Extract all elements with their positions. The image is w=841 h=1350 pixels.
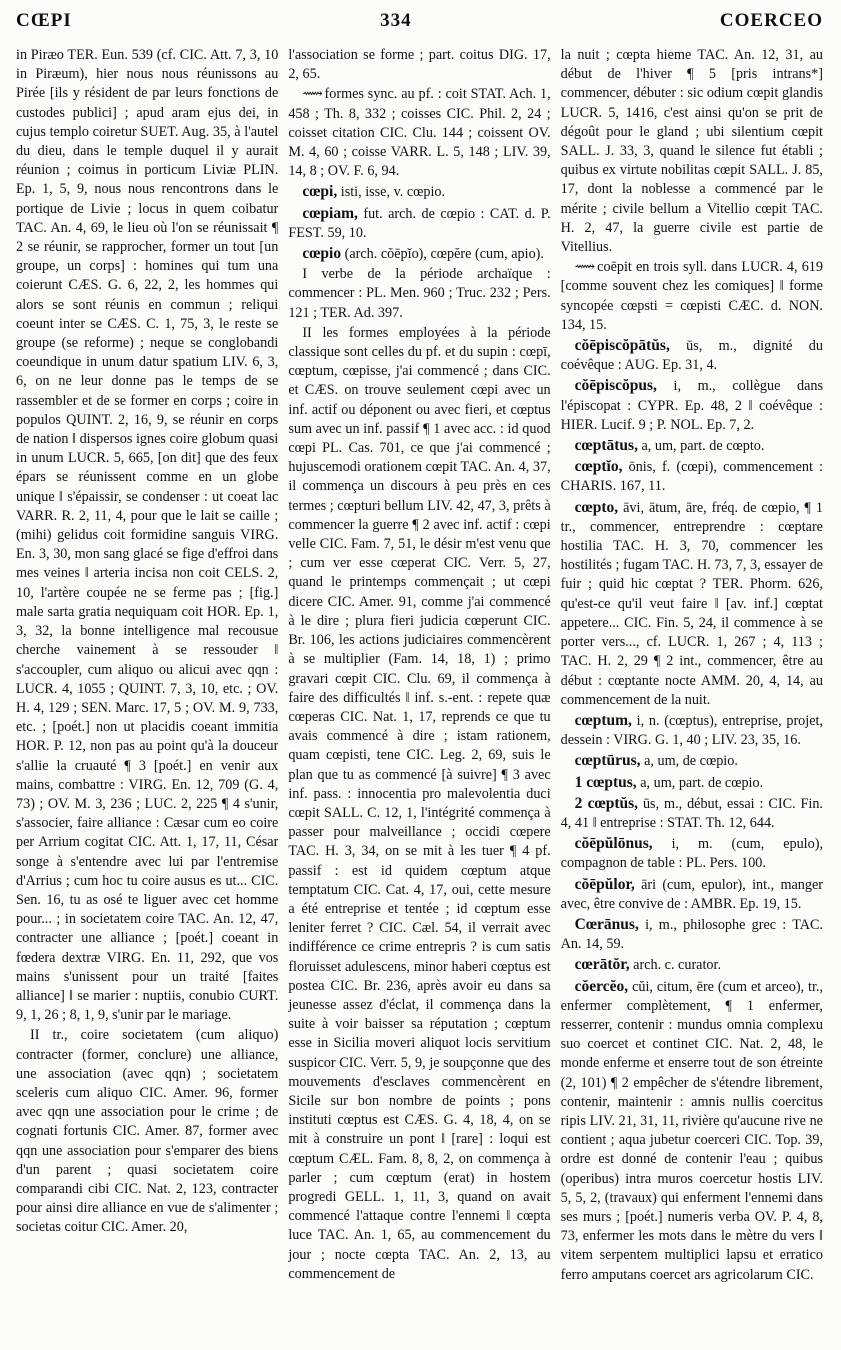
entry-text: l'association se forme ; part. coitus DIG. 17, 2, 65. xyxy=(288,47,551,83)
dictionary-entry xyxy=(561,875,823,914)
dictionary-entry xyxy=(561,376,823,435)
entry-text: formes sync. au pf. : coit STAT. Ach. 1, 458 ; Th. 8, 332 ; coisses CIC. Phil. 2, 24 ; coisset citation CIC. Clu. 144 ; coissent OV. M. 4, 60 ; coisse VARR. L. 5, 148 ; LIV. 39, 14, 8 ; OV. F. 6, 94. xyxy=(288,86,551,180)
dictionary-entry xyxy=(561,336,823,375)
entry-text: i, n. (cœptus), entreprise, projet, dessein : VIRG. G. 1, 40 ; LIV. 23, 35, 16. xyxy=(560,712,823,749)
dictionary-entry xyxy=(561,498,823,710)
arrow-marker-icon: ⟿ xyxy=(302,86,321,103)
headword: cœptātus, xyxy=(574,437,638,455)
headword: cœrātŏr, xyxy=(574,956,630,974)
entry-text: a, um, de cœpio. xyxy=(644,753,738,770)
headword: cŏēpŭlor, xyxy=(574,875,635,893)
dictionary-entry xyxy=(561,711,823,750)
headword: Cœrānus, xyxy=(574,915,639,933)
arrow-marker-icon: ⟿ xyxy=(574,259,593,276)
dictionary-entry xyxy=(561,794,823,833)
entry-text: ūs, m., dignité du coévêque : AUG. Ep. 31, 4. xyxy=(560,338,823,374)
entry-text: II les formes employées à la période classique sont celles du pf. et du supin : cœpī, cœptum, cœpisse, j'ai commencé ; dans CIC. et CÆS. on trouve seulement cœpi avec un inf. actif ou déponent ou avec fieri, et cœptus sum avec un inf. passif ¶ 1 avec acc. : id quod cœpi PL. Cas. 701, ce que j'ai commencé ; hujuscemodi orationem cœpit TAC. An. 4, 37, il commença un discours à peu près en ces termes ; cœpturi bellum LIV. 42, 47, 3, prêts à commencer la guerre ¶ 2 avec inf. actif : cœpi velle CIC. Fam. 7, 51, le désir m'est venu que ; cum ver esse cœperat CIC. Verr. 5, 27, quand le printemps commençait ; ut cœpi dicere CIC. Amer. 91, comme j'ai commencé à le dire ; plura fieri judicia cœperunt CIC. Br. 106, les actions judiciaires commencèrent à se multiplier (Fam. 14, 18, 1) ; primo gravari cœpit CIC. Clu. 69, il commença à faire des difficultés ‖ inf. s.-ent. : repete quæ cœperas CIC. Nat. 1, 17, reprends ce que tu avais commencé à dire ; istam rationem, quam cœpisti, tene CIC. Leg. 2, 69, suis le plan que tu as commencé [à suivre] ¶ 3 avec inf. pass. : innocentia pro malevolentia duci cœpit SALL. C. 12, 1, l'intégrité commença à passer pour malveillance ; occidi cœpere TAC. H. 3, 34, on se mit à les tuer ¶ 4 pf. passif : est id quidem cœptum atque temptatum CIC. Cat. 4, 17, oui, cette mesure a été entreprise et tentée ; id cœptum esse leniter ferret ? CIC. Cæl. 54, il verrait avec indifférence ce crime entrepris ? is cum satis floruisset adulescens, minor haberi cœptus est postea CIC. Br. 236, après avoir eu dans sa jeunesse assez d'éclat, il commença dans la suite à voir baisser sa réputation ; cœptum esse in Sicilia moveri aliquot locis servitium suspicor CIC. Verr. 5, 9, je soupçonne que des mouvements d'esclaves commencèrent en Sicile sur bon nombre de points ; pons instituti cœptus est CÆS. G. 4, 18, 4, on se mit à construire un pont ‖ [rare] : loqui est cœptum CÆL. Fam. 8, 8, 2, on commença à parler ; cum cœptum (erat) in hostem progredi GELL. 1, 11, 3, quand on avait commencé l'attaque contre l'ennemi ‖ cœpta luce TAC. An. 1, 65, au commencement du jour ; nocte cœpta TAC. An. 2, 13, au commencement de xyxy=(288,324,551,1282)
headword: cŏēpŭlōnus, xyxy=(574,835,653,853)
entry-text: fut. arch. de cœpio : CAT. d. P. FEST. 59, 10. xyxy=(288,205,551,241)
entry-text: II tr., coire societatem (cum aliquo) contracter (former, conclure) une alliance, une association (avec qqn) ; societatem sceleris cum aliquo CIC. Amer. 96, former avec qqn une association pour le crime ; de cognati fortunis CIC. Amer. 87, former avec qqn une association pour s'emparer des biens d'un parent ; quasi societatem coire comparandi cibi CIC. Nat. 2, 123, contracter pour ainsi dire alliance en vue de s'alimenter ; societas coitur CIC. Amer. 20, xyxy=(16,1027,279,1236)
column-middle xyxy=(288,46,550,1346)
entry-text: cŭi, citum, ēre (cum et arceo), tr., enfermer complètement, ¶ 1 enfermer, resserrer, contenir : mundus omnia complexu suo coercet et continet CIC. Nat. 2, 48, le monde enferme et enserre tout de son étreinte (2, 101) ¶ 2 empêcher de s'étendre librement, contenir, maintenir : amnis nullis coercitus ripis LIV. 21, 31, 11, rivière qu'aucune rive ne contient ; aqua jubetur coerceri CIC. Top. 39, ordre est donné de contenir l'eau ; quibus (operibus) intra muros coercetur hostis LIV. 5, 5, 2, (travaux) qui enferment l'ennemi dans ses murs ; [poét.] numeris verba OV. P. 4, 8, 73, enfermer les mots dans le mètre du vers ‖ vitem serpentem multiplici lapsu et erratico ferro amputans coercet ars agricolarum CIC. xyxy=(560,978,823,1283)
entry-paragraph xyxy=(288,85,550,181)
entry-text: arch. c. curator. xyxy=(633,957,721,974)
entry-paragraph xyxy=(288,265,550,323)
entry-paragraph xyxy=(561,258,823,335)
dictionary-entry xyxy=(561,457,823,496)
text-columns xyxy=(16,46,823,1346)
dictionary-entry xyxy=(561,977,823,1285)
entry-text: isti, isse, v. cœpio. xyxy=(340,184,446,201)
entry-text: I verbe de la période archaïque : commencer : PL. Men. 960 ; Truc. 232 ; Pers. 121 ; TER. Ad. 397. xyxy=(288,266,551,321)
entry-text: i, m., philosophe grec : TAC. An. 14, 59. xyxy=(560,916,823,953)
header-right-guide-word: COERCEO xyxy=(719,10,823,31)
entry-text: āvi, ātum, āre, fréq. de cœpio, ¶ 1 tr., commencer, entreprendre : cœptare hostilia TAC. H. 3, 70, commencer les hostilités ; fugam TAC. H. 73, 7, 3, essayer de fuir ; quid hic cœptat ? TER. Phorm. 626, qu'est-ce qu'il veut faire ‖ [av. inf.] cœptat appetere... CIC. Fin. 5, 24, il commence à se porter vers..., cf. LUCR. 1, 267 ; 4, 113 ; TAC. H. 2, 29 ¶ 2 int., commencer, être au début : cœptante nocte AMM. 20, 4, 14, au commencement de la nuit. xyxy=(560,499,823,708)
entry-paragraph xyxy=(288,46,550,84)
column-left xyxy=(16,46,278,1346)
headword: cœpiam, xyxy=(302,204,358,222)
entry-text: la nuit ; cœpta hieme TAC. An. 12, 31, au début de l'hiver ¶ 5 [pris intrans*] commencer, débuter : sic odium cœpit glandis LUCR. 5, 1416, c'est ainsi qu'on se prit de dégoût pour le gland ; ubi silentium cœpit SALL. J. 33, 3, quand le silence fut établi ; quibus ex virtute nobilitas cœpit SALL. J. 85, 17, dont la noblesse a commencé par le mérite ; civile bellum a Vitellio cœpit TAC. H. 2, 47, la guerre civile est partie de Vitellius. xyxy=(560,47,823,256)
headword: cŏēpiscŏpātŭs, xyxy=(574,337,670,355)
dictionary-entry xyxy=(561,915,823,954)
entry-text: coēpit en trois syll. dans LUCR. 4, 619 [comme souvent chez les comiques] ‖ forme syncopée cœpsti = cœpisti CÆC. d. NON. 134, 15. xyxy=(560,259,823,333)
dictionary-entry xyxy=(561,955,823,975)
headword: cœptum, xyxy=(574,711,632,729)
headword: cœpi, xyxy=(302,183,338,201)
dictionary-entry xyxy=(561,436,823,456)
headword: cœpio xyxy=(302,245,342,263)
dictionary-entry xyxy=(288,204,550,243)
running-head xyxy=(16,10,823,36)
headword: 1 cœptus, xyxy=(574,773,637,791)
headword: cŏēpiscŏpus, xyxy=(574,377,657,395)
entry-text: (arch. cŏēpĭo), cœpĕre (cum, apio). xyxy=(344,246,544,263)
entry-text: in Piræo TER. Eun. 539 (cf. CIC. Att. 7, 3, 10 in Piræum), hier nous nous réunissons au Pirée [ils y résident de par leurs fonctions de custodes publici] ; apud aram ejus dei, in cujus templo coiretur SUET. Aug. 35, à l'autel du dieu, dans le temple duquel il y aurait réunion ; coimus in porticum Liviæ PLIN. Ep. 1, 5, 9, nous nous rencontrons dans le portique de Livie ; locus in quem coibatur TAC. An. 4, 69, le lieu où l'on se réunissait ¶ 2 se réunir, se rapprocher, former un tout [un groupe, un corps] : homines qui tum una coierunt CÆS. G. 6, 22, 2, les hommes qui alors se sont réunis en commun ; reliqui coeunt inter se CÆS. C. 1, 75, 3, le reste se groupe (se reforme) ; neque se conglobandi coeundique in unum datur spatium LIV. 6, 3, 6, on ne leur donne pas le temps de se rassembler et de se former en corps ; coire in populos QUINT. 2, 16, 9, se réunir en corps de nation ‖ dispersos ignes coire globum quasi in unum LUCR. 5, 665, [on dit] que des feux épars se réunissent comme en un globe unique ‖ s'épaissir, se condenser : ut coeat lac VARR. R. 2, 11, 4, pour que le lait se caille ; (mihi) gelidus coit formidine sanguis VIRG. En. 3, 30, mon sang glacé se fige d'effroi dans mes veines ‖ arteria incisa non coit CELS. 2, 10, l'artère coupée ne se ferme pas ; [fig.] male sarta gratia nequiquam coit HOR. Ep. 1, 3, 32, la bonne intelligence mal recousue cherche vainement à se ressouder ‖ s'accoupler, cum aliquo ou alicui avec qqn : LUCR. 4, 1055 ; QUINT. 7, 3, 10, etc. ; OV. H. 4, 129 ; SEN. Marc. 17, 5 ; OV. M. 9, 733, etc. ; [poét.] non ut placidis coeant immitia HOR. P. 12, non pas au point qu'à la douceur s'allie la cruauté ¶ 3 [poét.] en venir aux mains, combattre : VIRG. En. 12, 709 (G. 4, 73) ; OV. M. 3, 236 ; LUC. 2, 225 ¶ 4 s'unir, s'associer, faire alliance : Cæsar cum eo coire per Arrium cogitat CIC. Att. 1, 17, 11, César songe à s'entendre avec lui par l'entremise d'Arrius ; cum hoc tu coire ausus es ut... CIC. Sen. 16, tu as osé te liguer avec cet homme pour... ; in societatem coire TAC. An. 12, 47, contracter une alliance ; [poét.] coeant in fœdera dextræ VIRG. En. 11, 292, que vos mains s'unissent pour un traité [faites alliance] ‖ se marier : nuptiis, conubio CURT. 9, 1, 26 ; 8, 1, 9, s'unir par le mariage. xyxy=(16,47,279,1024)
dictionary-entry xyxy=(561,834,823,873)
entry-paragraph xyxy=(561,46,823,257)
entry-text: ūs, m., début, essai : CIC. Fin. 4, 41 ‖ entreprise : STAT. Th. 12, 644. xyxy=(560,795,823,831)
entry-paragraph xyxy=(16,46,278,1025)
entry-text: i, m., collègue dans l'épiscopat : CYPR. Ep. 48, 2 ‖ coévêque : HIER. Lucif. 9 ; P. NOL. Ep. 7, 2. xyxy=(560,378,823,433)
dictionary-entry xyxy=(561,773,823,793)
headword: cŏercĕo, xyxy=(574,977,629,995)
page-number: 334 xyxy=(380,10,412,31)
header-left-guide-word: CŒPI xyxy=(16,10,72,31)
headword: cœptūrus, xyxy=(574,752,641,770)
column-right xyxy=(561,46,823,1346)
entry-paragraph xyxy=(16,1026,278,1237)
headword: 2 cœptŭs, xyxy=(574,794,639,812)
entry-text: a, um, part. de cœpto. xyxy=(641,438,765,455)
entry-paragraph xyxy=(288,324,550,1284)
entry-text: a, um, part. de cœpio. xyxy=(640,774,764,791)
entry-text: i, m. (cum, epulo), compagnon de table : PL. Pers. 100. xyxy=(560,836,823,872)
entry-text: ōnis, f. (cœpi), commencement : CHARIS. 167, 11. xyxy=(560,459,823,495)
dictionary-entry xyxy=(288,182,550,202)
entry-text: āri (cum, epulor), int., manger avec, être convive de : AMBR. Ep. 19, 15. xyxy=(560,876,823,912)
dictionary-entry xyxy=(288,244,550,264)
dictionary-entry xyxy=(561,751,823,771)
headword: cœptĭo, xyxy=(574,458,623,476)
headword: cœpto, xyxy=(574,498,619,516)
